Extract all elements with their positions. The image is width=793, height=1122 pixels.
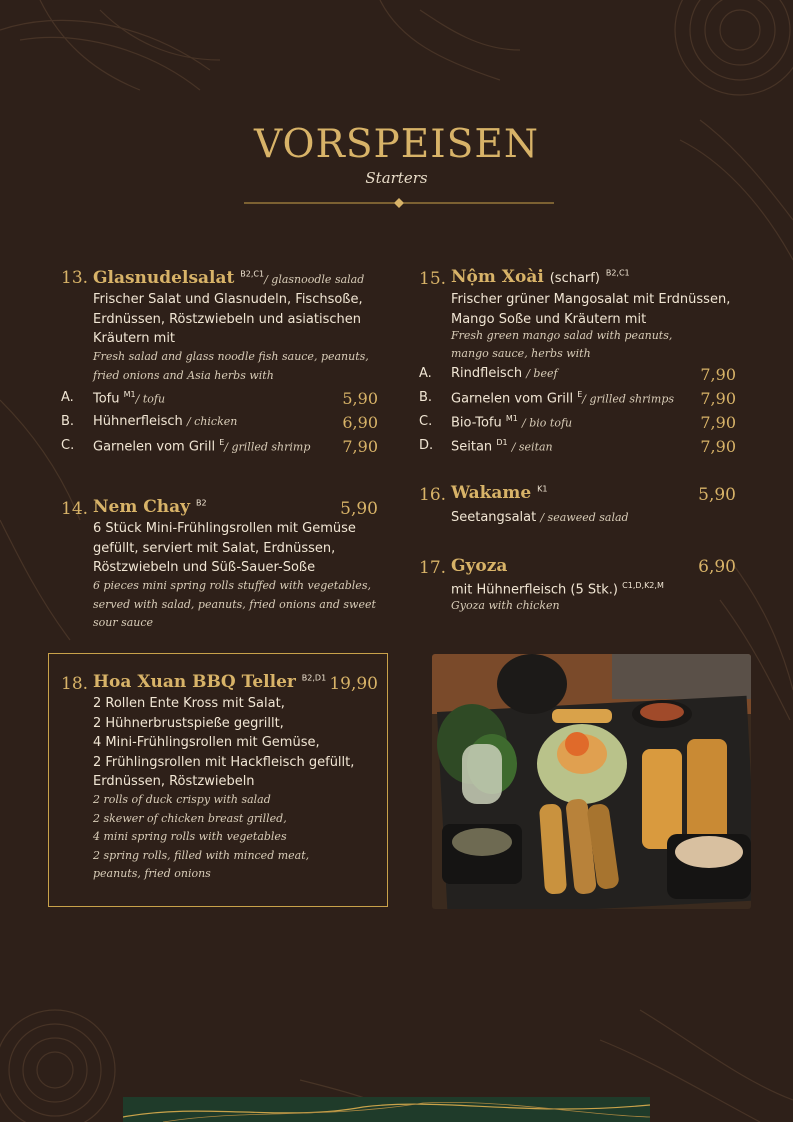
item-description: Frischer grüner Mangosalat mit Erdnüssen, Mango Soße und Kräutern mit [451,292,731,327]
item-name: Gyoza [451,556,508,576]
item-description: Seetangsalat / seaweed salad [451,510,629,525]
item-description: 6 Stück Mini-Frühlingsrollen mit Gemüse gefüllt, serviert mit Salat, Erdnüssen, Röstzwiebeln und Süß-Sauer-Soße [93,521,356,575]
page-subtitle: Starters [365,169,428,187]
item-price: 7,90 [342,437,378,456]
item-description: mit Hühnerfleisch (5 Stk.) $^{C1,D,K2,M}$ [451,581,664,598]
item-description-english: Gyoza with chicken [451,599,560,612]
page-title: VORSPEISEN [254,122,539,167]
item-description-english: Fresh salad and glass noodle fish sauce, peanuts, fried onions and Asia herbs with [93,350,369,382]
item-price: 7,90 [700,437,736,456]
item-description: 2 Rollen Ente Kross mit Salat, 2 Hühnerbrustspieße gegrillt, 4 Mini-Frühlingsrollen mit Gemüse, 2 Frühlingsrollen mit Hackfleisch gefüllt, Erdnüssen, Röstzwiebeln [93,696,355,789]
item-number: 17. [419,558,447,578]
item-description: Frischer Salat und Glasnudeln, Fischsoße, Erdnüssen, Röstzwiebeln und asiatischen Kräutern mit [93,292,363,346]
item-number: 13. [61,268,89,288]
title-divider [244,196,554,210]
item-name: Nem Chay $^{B2}$ [93,497,207,517]
item-description-english: 6 pieces mini spring rolls stuffed with vegetables, served with salad, peanuts, fried onions and sweet sour sauce [93,579,376,629]
item-price: 7,90 [700,413,736,432]
item-price: 7,90 [700,365,736,384]
item-description-english: 2 rolls of duck crispy with salad 2 skewer of chicken breast grilled, 4 mini spring rolls with vegetables 2 spring rolls, filled with minced meat, peanuts, fried onions [93,793,310,880]
item-price: 6,90 [342,413,378,432]
item-number: 16. [419,485,447,505]
item-name: Glasnudelsalat $^{B2,C1}$/ glasnoodle salad [93,268,365,288]
item-price: 7,90 [700,389,736,408]
item-price: 5,90 [342,389,378,408]
item-name: Nộm Xoài (scharf) $^{B2,C1}$ [451,267,630,287]
item-price: 5,90 [340,499,378,519]
item-description-english: Fresh green mango salad with peanuts, mango sauce, herbs with [451,329,673,360]
item-name: Wakame $^{K1}$ [451,483,548,503]
item-price: 19,90 [329,674,378,694]
food-photo [432,654,751,909]
item-price: 5,90 [698,485,736,505]
item-number: 14. [61,499,89,519]
item-number: 18. [61,674,89,694]
item-number: 15. [419,269,447,289]
decorative-marble-strip [123,1097,650,1122]
item-name: Hoa Xuan BBQ Teller $^{B2,D1}$ [93,672,327,692]
item-price: 6,90 [698,557,736,577]
